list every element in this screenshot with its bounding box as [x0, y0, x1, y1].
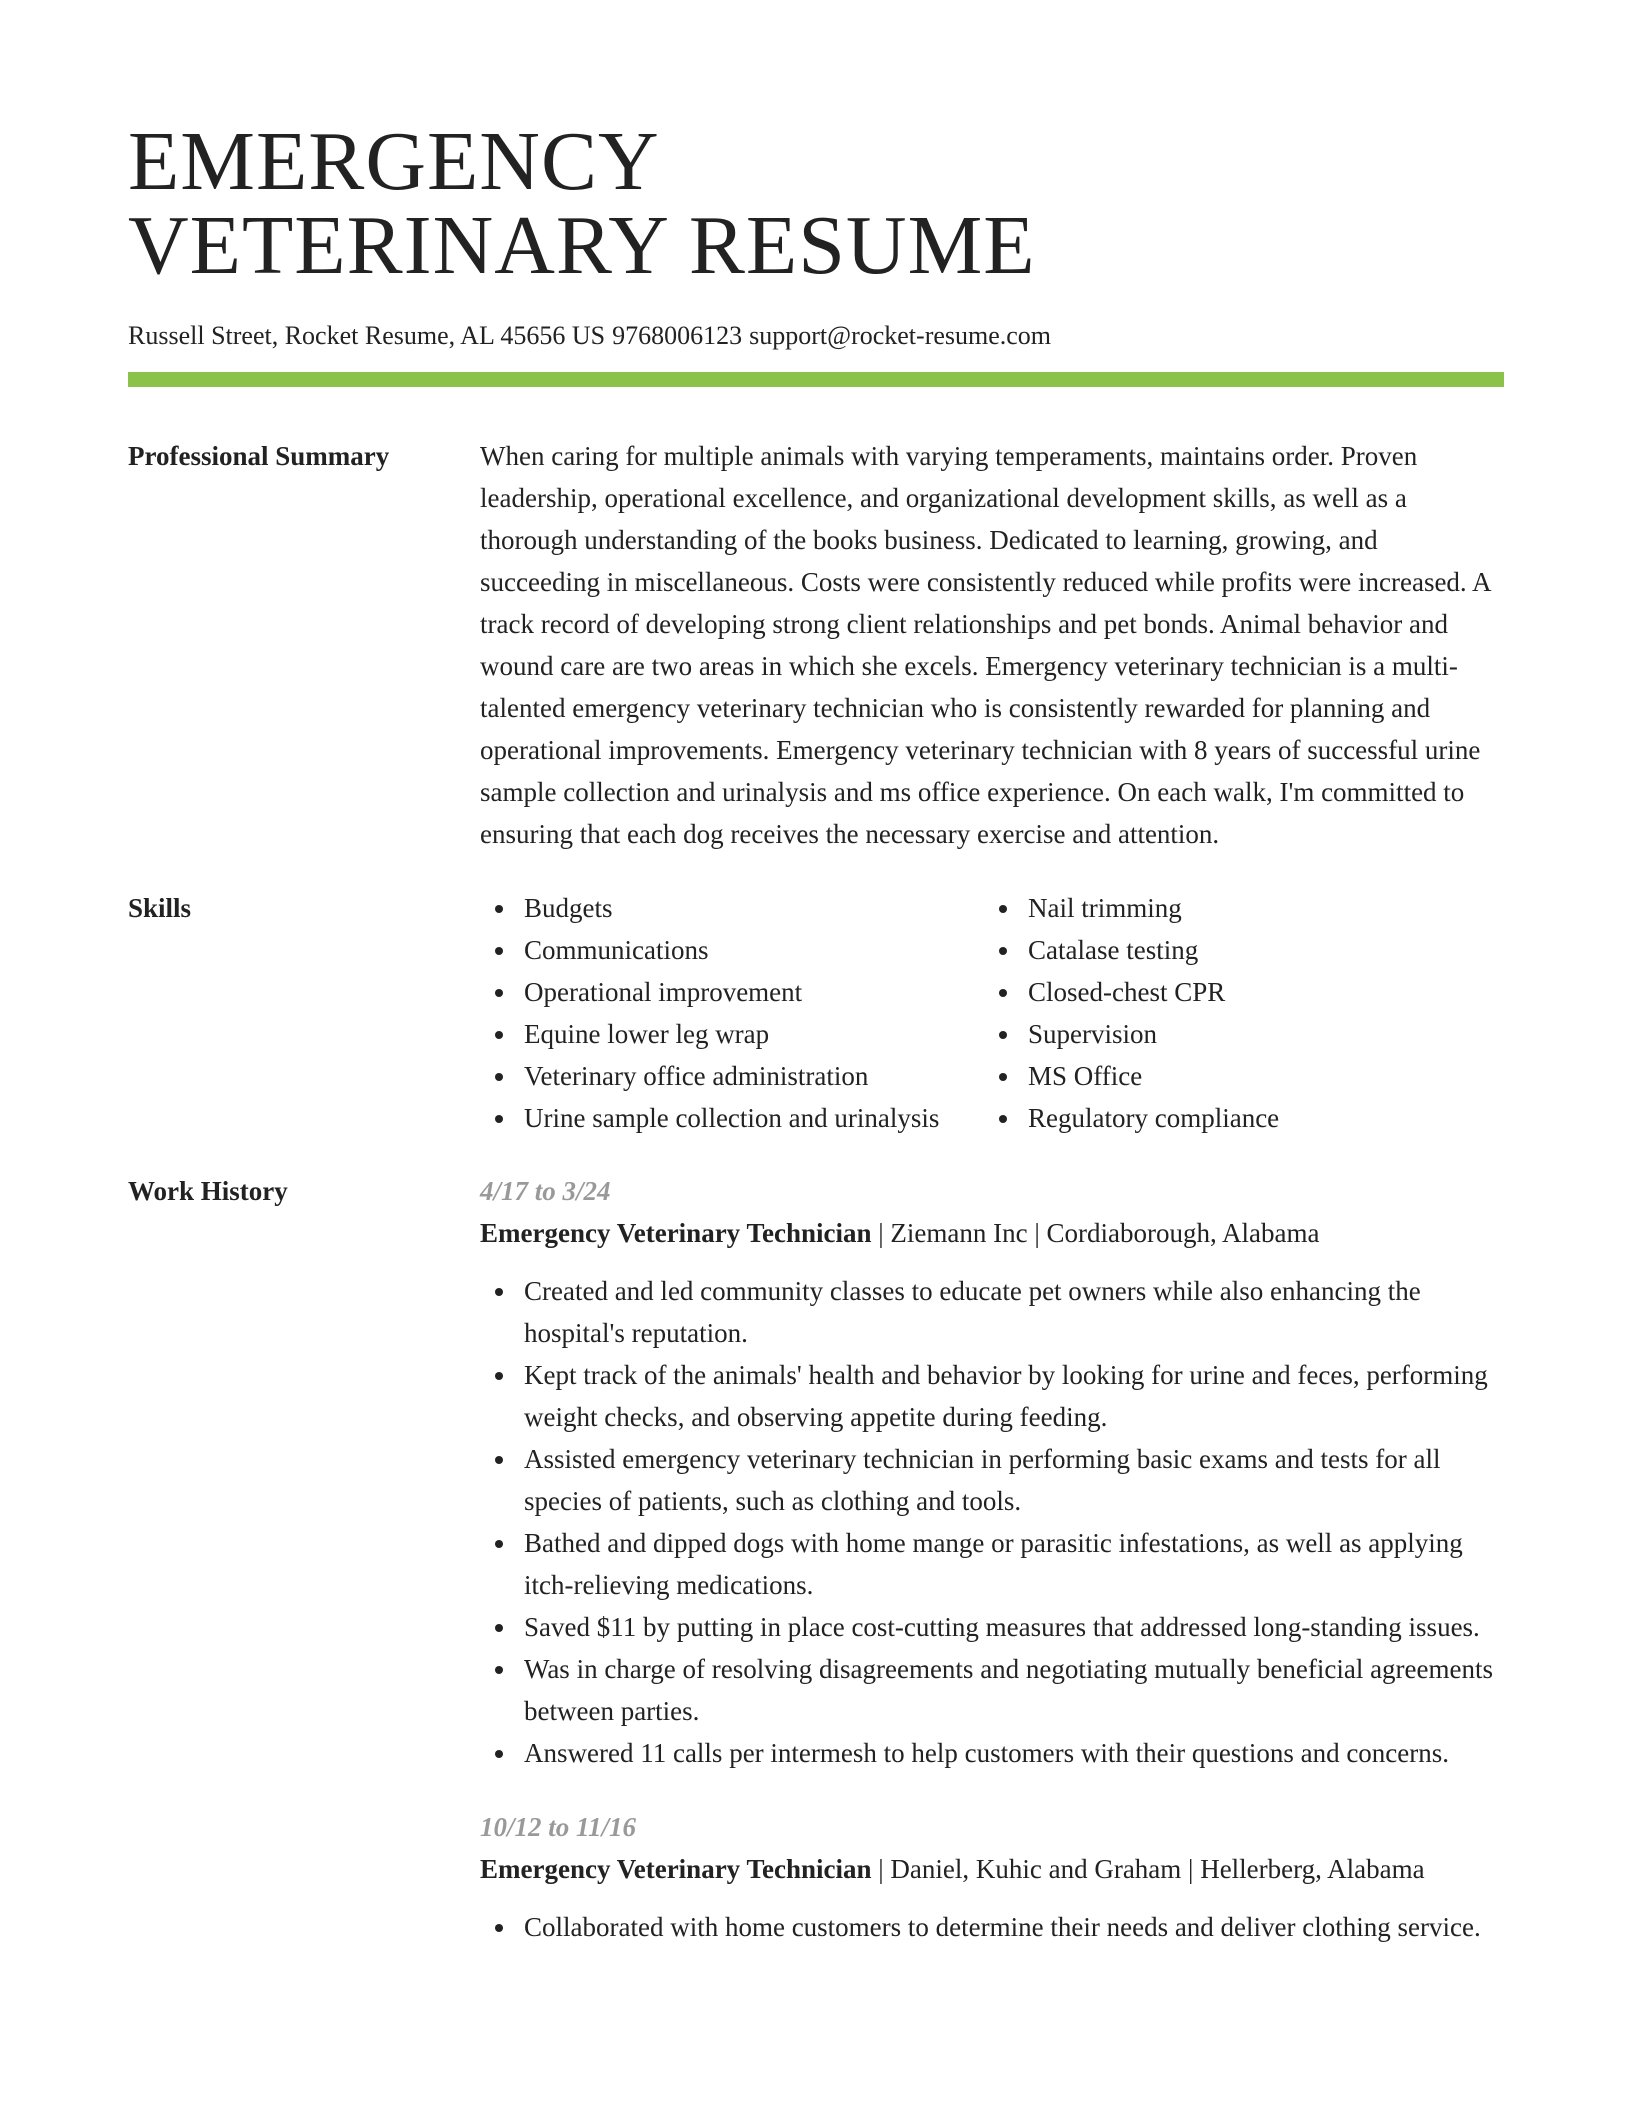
summary-text: When caring for multiple animals with varying temperaments, maintains order. Proven leadership, operational excellence, and organizational development skills, as well as a thorough understanding of the books business. Dedicated to learning, growing, and succeeding in miscellaneous. Costs were consistently reduced while profits were increased. A track record of developing strong client relationships and pet bonds. Animal behavior and wound care are two areas in which she excels. Emergency veterinary technician is a multi-talented emergency veterinary technician who is consistently rewarded for planning and operational improvements. Emergency veterinary technician with 8 years of successful urine sample collection and urinalysis and ms office experience. On each walk, I'm committed to ensuring that each dog receives the necessary exercise and attention. — [480, 441, 1490, 849]
contact-phone: 9768006123 — [612, 321, 743, 350]
contact-email: support@rocket-resume.com — [749, 321, 1052, 350]
skills-grid — [480, 887, 1504, 1139]
job-title: Emergency Veterinary Technician — [480, 1218, 872, 1248]
job-entry — [480, 1170, 1504, 1774]
job-bullet: Created and led community classes to educate pet owners while also enhancing the hospital's reputation. — [480, 1270, 1504, 1354]
name-line-2: VETERINARY RESUME — [128, 199, 1036, 292]
skill-item: Nail trimming — [984, 887, 1504, 929]
header-divider — [128, 372, 1504, 387]
job-bullet: Kept track of the animals' health and behavior by looking for urine and feces, performing weight checks, and observing appetite during feeding. — [480, 1354, 1504, 1438]
skill-item: Urine sample collection and urinalysis — [480, 1097, 984, 1139]
resume-name — [128, 115, 1504, 292]
skill-item: Communications — [480, 929, 984, 971]
work-history-section — [128, 1170, 1504, 1948]
skills-section — [128, 887, 1504, 1139]
job-employer: | Daniel, Kuhic and Graham | Hellerberg, Alabama — [871, 1854, 1425, 1884]
job-bullet: Saved $11 by putting in place cost-cutting measures that addressed long-standing issues. — [480, 1606, 1504, 1648]
skill-item: Catalase testing — [984, 929, 1504, 971]
job-bullet: Bathed and dipped dogs with home mange or parasitic infestations, as well as applying itch-relieving medications. — [480, 1522, 1504, 1606]
skills-list-right — [984, 887, 1504, 1139]
skill-item: Operational improvement — [480, 971, 984, 1013]
job-title: Emergency Veterinary Technician — [480, 1854, 872, 1884]
skills-heading: Skills — [128, 893, 192, 923]
job-bullets — [480, 1906, 1504, 1948]
skill-item: Regulatory compliance — [984, 1097, 1504, 1139]
job-bullets — [480, 1270, 1504, 1774]
job-heading — [480, 1212, 1504, 1254]
work-history-heading: Work History — [128, 1176, 288, 1206]
skill-item: MS Office — [984, 1055, 1504, 1097]
resume-page — [128, 115, 1504, 1948]
contact-line — [128, 320, 1504, 352]
job-dates: 10/12 to 11/16 — [480, 1812, 637, 1842]
job-dates: 4/17 to 3/24 — [480, 1176, 611, 1206]
work-history-body — [480, 1170, 1504, 1948]
job-employer: | Ziemann Inc | Cordiaborough, Alabama — [871, 1218, 1320, 1248]
summary-section — [128, 435, 1504, 855]
contact-address: Russell Street, Rocket Resume, AL 45656 US — [128, 321, 606, 350]
skill-item: Closed-chest CPR — [984, 971, 1504, 1013]
job-entry — [480, 1806, 1504, 1948]
skills-list-left — [480, 887, 984, 1139]
job-bullet: Was in charge of resolving disagreements and negotiating mutually beneficial agreements between parties. — [480, 1648, 1504, 1732]
skill-item: Budgets — [480, 887, 984, 929]
summary-heading: Professional Summary — [128, 441, 390, 471]
job-bullet: Answered 11 calls per intermesh to help customers with their questions and concerns. — [480, 1732, 1504, 1774]
job-bullet: Assisted emergency veterinary technician in performing basic exams and tests for all species of patients, such as clothing and tools. — [480, 1438, 1504, 1522]
job-bullet: Collaborated with home customers to determine their needs and deliver clothing service. — [480, 1906, 1504, 1948]
skill-item: Supervision — [984, 1013, 1504, 1055]
skill-item: Equine lower leg wrap — [480, 1013, 984, 1055]
name-line-1: EMERGENCY — [128, 115, 660, 208]
job-heading — [480, 1848, 1504, 1890]
skill-item: Veterinary office administration — [480, 1055, 984, 1097]
